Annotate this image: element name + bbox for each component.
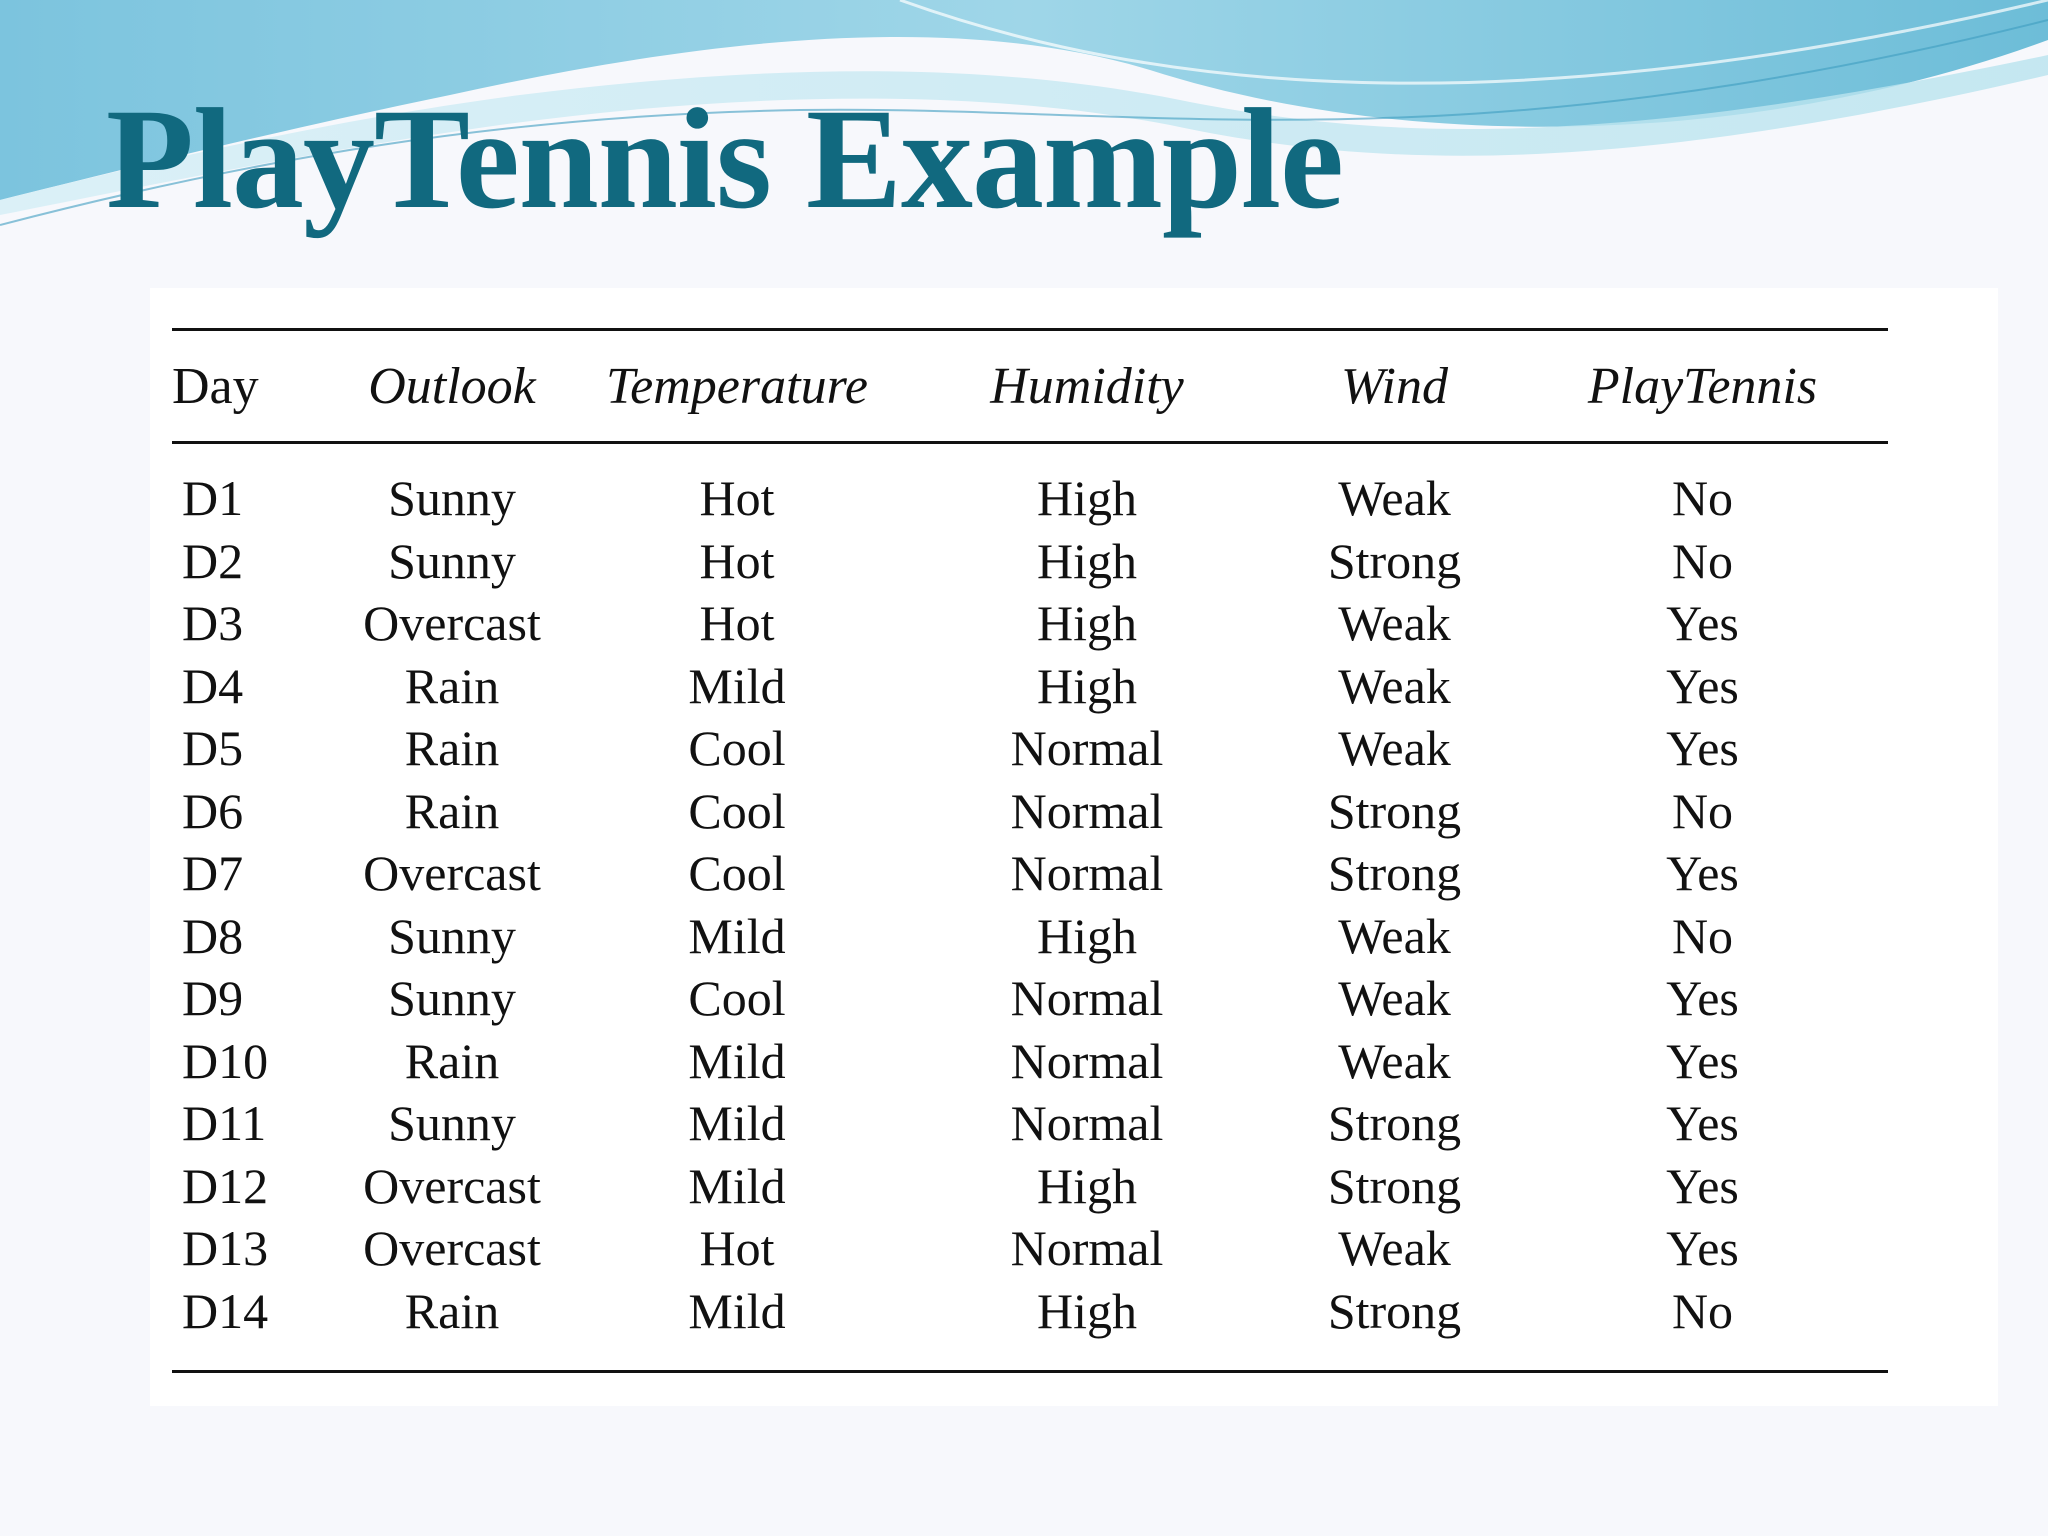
cell-playtennis: Yes xyxy=(1666,720,1739,777)
col-header-day: Day xyxy=(172,358,259,415)
cell-outlook: Overcast xyxy=(363,595,541,652)
cell-day: D4 xyxy=(182,657,244,714)
cell-outlook: Sunny xyxy=(388,532,516,589)
table-row xyxy=(172,1155,1888,1218)
cell-outlook: Rain xyxy=(404,1282,500,1339)
cell-temperature: Cool xyxy=(688,720,786,777)
cell-outlook: Sunny xyxy=(388,970,516,1027)
playtennis-table xyxy=(172,332,1888,1342)
table-row xyxy=(172,1280,1888,1343)
cell-humidity: Normal xyxy=(1010,1032,1164,1089)
table-body xyxy=(172,441,1888,1342)
cell-humidity: Normal xyxy=(1010,1220,1164,1277)
cell-humidity: High xyxy=(1037,1282,1137,1339)
col-header-playtennis: PlayTennis xyxy=(1587,358,1818,415)
cell-outlook: Rain xyxy=(404,1032,500,1089)
cell-wind: Weak xyxy=(1338,720,1451,777)
cell-temperature: Mild xyxy=(688,1032,786,1089)
cell-humidity: High xyxy=(1037,532,1137,589)
cell-playtennis: No xyxy=(1671,1282,1734,1339)
cell-playtennis: No xyxy=(1671,782,1734,839)
cell-temperature: Hot xyxy=(699,1220,775,1277)
cell-wind: Strong xyxy=(1327,1282,1462,1339)
table-row xyxy=(172,780,1888,843)
cell-playtennis: Yes xyxy=(1666,1095,1739,1152)
cell-wind: Strong xyxy=(1327,1157,1462,1214)
cell-temperature: Mild xyxy=(688,1282,786,1339)
cell-temperature: Hot xyxy=(699,595,775,652)
cell-day: D14 xyxy=(182,1282,269,1339)
cell-outlook: Sunny xyxy=(388,470,516,527)
cell-day: D1 xyxy=(182,470,244,527)
playtennis-table-card xyxy=(150,288,1998,1406)
cell-day: D3 xyxy=(182,595,244,652)
cell-playtennis: Yes xyxy=(1666,1157,1739,1214)
cell-day: D9 xyxy=(182,970,244,1027)
table-row xyxy=(172,1030,1888,1093)
cell-wind: Weak xyxy=(1338,907,1451,964)
cell-humidity: Normal xyxy=(1010,720,1164,777)
cell-temperature: Mild xyxy=(688,1157,786,1214)
cell-playtennis: Yes xyxy=(1666,657,1739,714)
cell-temperature: Hot xyxy=(699,470,775,527)
cell-playtennis: No xyxy=(1671,532,1734,589)
cell-wind: Strong xyxy=(1327,845,1462,902)
cell-day: D7 xyxy=(182,845,244,902)
cell-outlook: Sunny xyxy=(388,1095,516,1152)
cell-temperature: Cool xyxy=(688,845,786,902)
cell-wind: Strong xyxy=(1327,782,1462,839)
cell-humidity: Normal xyxy=(1010,1095,1164,1152)
slide-title: PlayTennis Example xyxy=(106,80,1343,239)
cell-humidity: Normal xyxy=(1010,970,1164,1027)
cell-wind: Weak xyxy=(1338,1032,1451,1089)
table-top-rule xyxy=(172,328,1888,331)
cell-temperature: Cool xyxy=(688,970,786,1027)
cell-playtennis: Yes xyxy=(1666,595,1739,652)
cell-outlook: Overcast xyxy=(363,1157,541,1214)
col-header-outlook: Outlook xyxy=(368,358,536,415)
cell-wind: Weak xyxy=(1338,470,1451,527)
cell-wind: Weak xyxy=(1338,657,1451,714)
cell-playtennis: Yes xyxy=(1666,1220,1739,1277)
cell-outlook: Overcast xyxy=(363,845,541,902)
cell-humidity: Normal xyxy=(1010,782,1164,839)
table-row xyxy=(172,967,1888,1030)
cell-day: D8 xyxy=(182,907,244,964)
cell-playtennis: Yes xyxy=(1666,1032,1739,1089)
cell-wind: Weak xyxy=(1338,595,1451,652)
table-row xyxy=(172,530,1888,593)
table-row xyxy=(172,1092,1888,1155)
cell-playtennis: Yes xyxy=(1666,970,1739,1027)
cell-humidity: High xyxy=(1037,595,1137,652)
cell-humidity: High xyxy=(1037,1157,1137,1214)
cell-wind: Weak xyxy=(1338,1220,1451,1277)
cell-playtennis: Yes xyxy=(1666,845,1739,902)
table-bottom-rule xyxy=(172,1370,1888,1373)
table-row xyxy=(172,717,1888,780)
cell-humidity: High xyxy=(1037,907,1137,964)
cell-day: D6 xyxy=(182,782,244,839)
cell-wind: Strong xyxy=(1327,532,1462,589)
cell-wind: Weak xyxy=(1338,970,1451,1027)
cell-temperature: Cool xyxy=(688,782,786,839)
cell-temperature: Hot xyxy=(699,532,775,589)
cell-playtennis: No xyxy=(1671,907,1734,964)
cell-humidity: Normal xyxy=(1010,845,1164,902)
cell-day: D11 xyxy=(182,1095,267,1152)
cell-outlook: Rain xyxy=(404,782,500,839)
cell-humidity: High xyxy=(1037,657,1137,714)
table-row xyxy=(172,592,1888,655)
col-header-wind: Wind xyxy=(1341,358,1448,415)
cell-day: D13 xyxy=(182,1220,269,1277)
table-row xyxy=(172,655,1888,718)
cell-day: D12 xyxy=(182,1157,269,1214)
table-row xyxy=(172,1217,1888,1280)
cell-temperature: Mild xyxy=(688,1095,786,1152)
cell-temperature: Mild xyxy=(688,907,786,964)
col-header-humidity: Humidity xyxy=(990,358,1184,415)
cell-outlook: Overcast xyxy=(363,1220,541,1277)
table-row xyxy=(172,441,1888,530)
cell-day: D2 xyxy=(182,532,244,589)
cell-outlook: Sunny xyxy=(388,907,516,964)
table-row xyxy=(172,905,1888,968)
cell-day: D10 xyxy=(182,1032,269,1089)
cell-outlook: Rain xyxy=(404,720,500,777)
table-header-row xyxy=(172,332,1888,441)
cell-temperature: Mild xyxy=(688,657,786,714)
cell-wind: Strong xyxy=(1327,1095,1462,1152)
col-header-temperature: Temperature xyxy=(606,358,868,415)
cell-humidity: High xyxy=(1037,470,1137,527)
cell-playtennis: No xyxy=(1671,470,1734,527)
cell-outlook: Rain xyxy=(404,657,500,714)
table-row xyxy=(172,842,1888,905)
cell-day: D5 xyxy=(182,720,244,777)
